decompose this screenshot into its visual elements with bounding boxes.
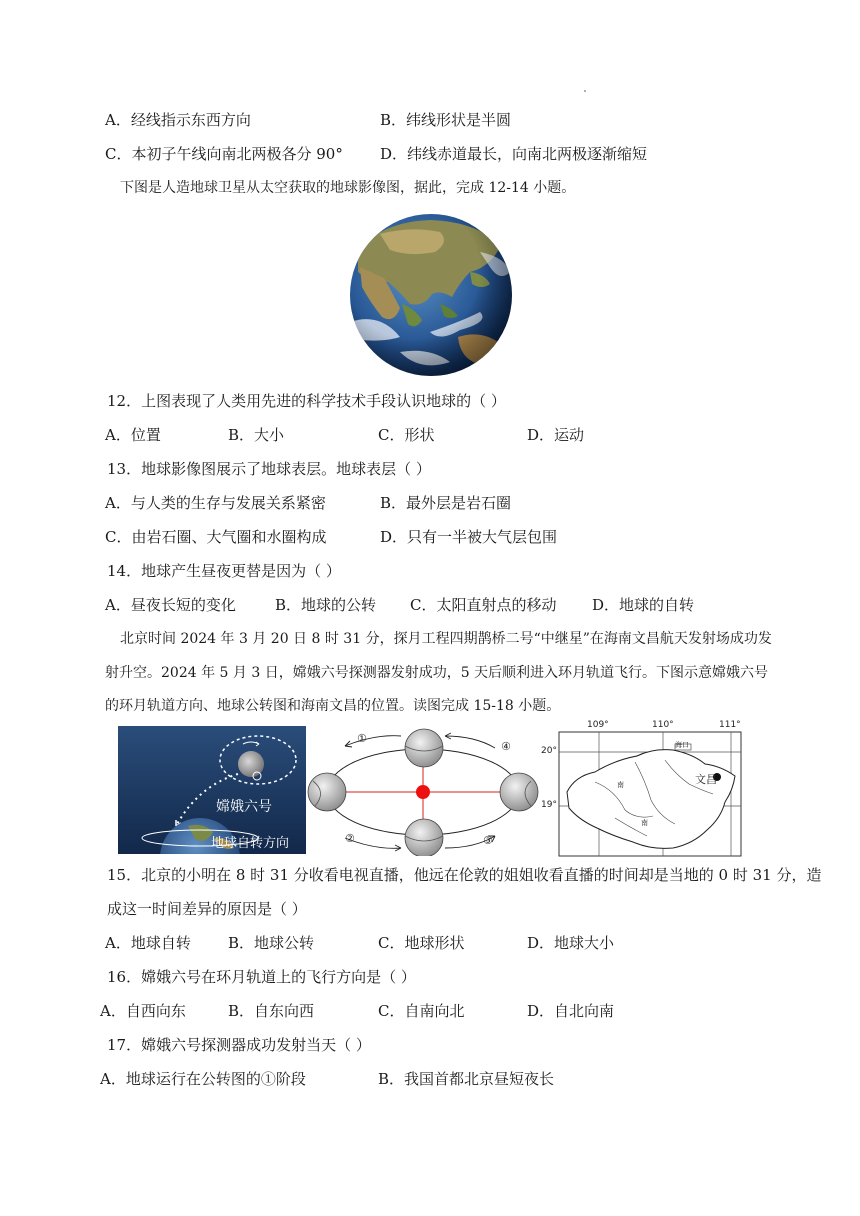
intro-15-18-line-1: 北京时间 2024 年 3 月 20 日 8 时 31 分，探月工程四期鹊桥二号“中继星”在海南文昌航天发射场成功发 — [120, 631, 772, 647]
earth-satellite-image — [340, 212, 522, 378]
q12-option-c[interactable]: C．形状 — [378, 426, 435, 444]
q16-option-a[interactable]: A．自西向东 — [100, 1002, 186, 1020]
q15-stem-line-1: 15．北京的小明在 8 时 31 分收看电视直播，他远在伦敦的姐姐收看直播的时间却是当地的 0 时 31 分，造 — [107, 866, 822, 884]
q16-option-c[interactable]: C．自南向北 — [378, 1002, 465, 1020]
map-wenchang-label: 文昌 — [695, 773, 717, 786]
q15-option-a[interactable]: A．地球自转 — [105, 934, 191, 952]
q15-stem-line-2: 成这一时间差异的原因是（ ） — [107, 900, 307, 918]
q14-option-d[interactable]: D．地球的自转 — [592, 596, 695, 614]
q13-option-d[interactable]: D．只有一半被大气层包围 — [380, 528, 558, 546]
q14-option-c[interactable]: C．太阳直射点的移动 — [410, 596, 557, 614]
q11-option-c[interactable]: C．本初子午线向南北两极各分 90° — [105, 145, 343, 163]
orbit-mark-3: ③ — [483, 834, 493, 847]
q15-option-d[interactable]: D．地球大小 — [527, 934, 615, 952]
earth-revolution-figure — [305, 726, 545, 856]
q12-stem: 12．上图表现了人类用先进的科学技术手段认识地球的（ ） — [107, 392, 506, 410]
intro-12-14: 下图是人造地球卫星从太空获取的地球影像图，据此，完成 12-14 小题。 — [120, 180, 576, 196]
q14-stem: 14．地球产生昼夜更替是因为（ ） — [107, 562, 341, 580]
q16-option-d[interactable]: D．自北向南 — [527, 1002, 615, 1020]
map-lat-19: 19° — [541, 800, 557, 810]
map-lon-109: 109° — [587, 720, 609, 730]
q11-option-a[interactable]: A．经线指示东西方向 — [105, 111, 251, 129]
q14-option-a[interactable]: A．昼夜长短的变化 — [105, 596, 236, 614]
q15-option-b[interactable]: B．地球公转 — [228, 934, 315, 952]
map-lon-111: 111° — [719, 720, 741, 730]
q13-stem: 13．地球影像图展示了地球表层。地球表层（ ） — [107, 460, 431, 478]
q14-option-b[interactable]: B．地球的公转 — [275, 596, 377, 614]
q11-option-b[interactable]: B．纬线形状是半圆 — [380, 111, 512, 129]
q13-option-a[interactable]: A．与人类的生存与发展关系紧密 — [105, 494, 326, 512]
map-haikou-label: 海口 — [675, 741, 689, 749]
lunar-orbit-figure — [118, 726, 306, 854]
map-region-label-2: 南 — [641, 819, 648, 827]
q15-option-c[interactable]: C．地球形状 — [378, 934, 465, 952]
hainan-map-figure — [541, 720, 745, 858]
q17-option-a[interactable]: A．地球运行在公转图的①阶段 — [100, 1070, 306, 1088]
q13-option-b[interactable]: B．最外层是岩石圈 — [380, 494, 512, 512]
map-lat-20: 20° — [541, 746, 557, 756]
map-lon-110: 110° — [652, 720, 674, 730]
q16-stem: 16．嫦娥六号在环月轨道上的飞行方向是（ ） — [107, 968, 416, 986]
q11-option-d[interactable]: D．纬线赤道最长，向南北两极逐渐缩短 — [380, 145, 648, 163]
q12-option-d[interactable]: D．运动 — [527, 426, 585, 444]
q17-option-b[interactable]: B．我国首都北京昼短夜长 — [378, 1070, 555, 1088]
orbit-mark-2: ② — [345, 832, 355, 845]
q16-option-b[interactable]: B．自东向西 — [228, 1002, 315, 1020]
q12-option-b[interactable]: B．大小 — [228, 426, 285, 444]
stray-dot — [584, 90, 586, 92]
change6-label: 嫦娥六号 — [216, 799, 272, 815]
intro-15-18-line-3: 的环月轨道方向、地球公转图和海南文昌的位置。读图完成 15-18 小题。 — [105, 698, 561, 714]
q17-stem: 17．嫦娥六号探测器成功发射当天（ ） — [107, 1036, 371, 1054]
orbit-mark-1: ① — [357, 732, 367, 745]
orbit-mark-4: ④ — [501, 740, 511, 753]
intro-15-18-line-2: 射升空。2024 年 5 月 3 日，嫦娥六号探测器发射成功，5 天后顺利进入环月轨道飞行。下图示意嫦娥六号 — [105, 665, 769, 681]
q13-option-c[interactable]: C．由岩石圈、大气圈和水圈构成 — [105, 528, 327, 546]
earth-rotation-label: 地球自转方向 — [211, 836, 290, 851]
map-region-label-1: 南 — [617, 781, 624, 789]
q12-option-a[interactable]: A．位置 — [105, 426, 161, 444]
